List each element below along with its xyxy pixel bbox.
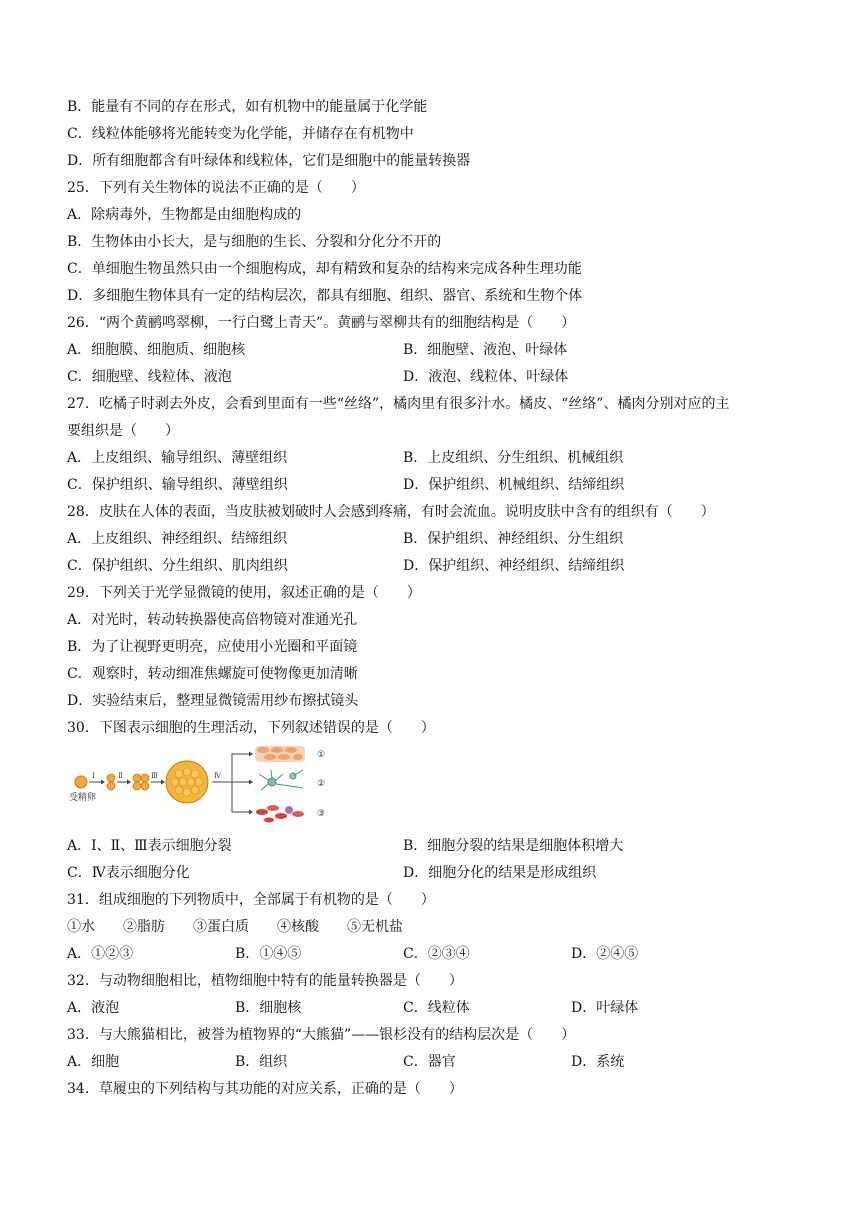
cell-development-figure — [67, 742, 342, 830]
q25-option-c: C．单细胞生物虽然只由一个细胞构成，却有精致和复杂的结构来完成各种生理功能 — [67, 261, 582, 277]
arrow-head-2 — [127, 780, 131, 785]
q26-option-c: C．细胞壁、线粒体、液泡 — [67, 369, 232, 385]
option-b: B．能量有不同的存在形式，如有机物中的能量属于化学能 — [67, 99, 428, 115]
q29-option-b: B．为了让视野更明亮，应使用小光圈和平面镜 — [67, 639, 358, 655]
tissue-3-number: ③ — [317, 809, 326, 819]
question-33-stem: 33．与大熊猫相比，被誉为植物界的“大熊猫”——银杉没有的结构层次是（ ） — [67, 1027, 576, 1043]
q32-option-d: D．叶绿体 — [571, 1000, 639, 1016]
q29-option-c: C．观察时，转动细准焦螺旋可使物像更加清晰 — [67, 666, 358, 682]
question-28-stem: 28．皮肤在人体的表面，当皮肤被划破时人会感到疼痛，有时会流血。说明皮肤中含有的组织有（ ） — [67, 504, 715, 520]
stage-3-label: Ⅲ — [151, 772, 158, 780]
q27-option-d: D．保护组织、机械组织、结缔组织 — [403, 477, 625, 493]
q31-items: ①水 ②脂肪 ③蛋白质 ④核酸 ⑤无机盐 — [67, 919, 403, 935]
q29-option-d: D．实验结束后，整理显微镜需用纱布擦拭镜头 — [67, 693, 359, 709]
q25-option-d: D．多细胞生物体具有一定的结构层次，都具有细胞、组织、器官、系统和生物个体 — [67, 288, 583, 304]
q32-option-c: C．线粒体 — [403, 1000, 470, 1016]
q28-option-c: C．保护组织、分生组织、肌肉组织 — [67, 558, 288, 574]
q30-option-a: A．Ⅰ、Ⅱ、Ⅲ表示细胞分裂 — [67, 838, 232, 854]
option-d: D．所有细胞都含有叶绿体和线粒体，它们是细胞中的能量转换器 — [67, 153, 471, 169]
question-25-stem: 25．下列有关生物体的说法不正确的是（ ） — [67, 180, 365, 196]
arrow-head-3 — [161, 780, 165, 785]
arrow-head-1 — [101, 780, 105, 785]
tissue-2-number: ② — [317, 779, 326, 789]
arrow-head-branch-1 — [249, 752, 253, 757]
q31-option-d: D．②④⑤ — [571, 946, 639, 962]
cell-mass — [166, 761, 208, 803]
tissue-2-image — [259, 770, 303, 790]
q33-option-d: D．系统 — [571, 1054, 625, 1070]
question-26-stem: 26．“两个黄鹂鸣翠柳，一行白鹭上青天”。黄鹂与翠柳共有的细胞结构是（ ） — [67, 315, 576, 331]
q25-option-a: A．除病毒外，生物都是由细胞构成的 — [67, 207, 302, 223]
q30-option-b: B．细胞分裂的结果是细胞体积增大 — [403, 838, 624, 854]
tissue-1-image — [255, 746, 305, 762]
two-cell-stage — [107, 774, 115, 790]
q33-option-a: A．细胞 — [67, 1054, 120, 1070]
question-34-stem: 34．草履虫的下列结构与其功能的对应关系，正确的是（ ） — [67, 1081, 463, 1097]
question-27-stem-line2: 要组织是（ ） — [67, 423, 179, 439]
question-32-stem: 32．与动物细胞相比，植物细胞中特有的能量转换器是（ ） — [67, 973, 463, 989]
question-29-stem: 29．下列关于光学显微镜的使用，叙述正确的是（ ） — [67, 585, 421, 601]
fertilized-egg-cell — [75, 776, 87, 788]
q27-option-a: A．上皮组织、输导组织、薄壁组织 — [67, 450, 288, 466]
q27-option-c: C．保护组织、输导组织、薄壁组织 — [67, 477, 288, 493]
q28-option-b: B．保护组织、神经组织、分生组织 — [403, 531, 624, 547]
tissue-1-number: ① — [317, 750, 326, 760]
q31-option-a: A．①②③ — [67, 946, 134, 962]
q30-option-d: D．细胞分化的结果是形成组织 — [403, 865, 597, 881]
q31-option-c: C．②③④ — [403, 946, 470, 962]
q31-option-b: B．①④⑤ — [235, 946, 302, 962]
q27-option-b: B．上皮组织、分生组织、机械组织 — [403, 450, 624, 466]
fertilized-egg-label: 受精卵 — [69, 792, 97, 802]
q29-option-a: A．对光时，转动转换器使高倍物镜对准通光孔 — [67, 612, 358, 628]
arrow-head-branch-3 — [249, 810, 253, 815]
question-27-stem-line1: 27．吃橘子时剥去外皮，会看到里面有一些“丝络”，橘肉里有很多汁水。橘皮、“丝络”、橘肉分别对应的主 — [67, 396, 730, 412]
stage-1-label: Ⅰ — [92, 772, 95, 780]
q26-option-d: D．液泡、线粒体、叶绿体 — [403, 369, 569, 385]
q25-option-b: B．生物体由小长大，是与细胞的生长、分裂和分化分不开的 — [67, 234, 442, 250]
question-30-stem: 30．下图表示细胞的生理活动，下列叙述错误的是（ ） — [67, 720, 435, 736]
q28-option-d: D．保护组织、神经组织、结缔组织 — [403, 558, 625, 574]
q26-option-a: A．细胞膜、细胞质、细胞核 — [67, 342, 246, 358]
tissue-3-image — [256, 805, 304, 823]
stage-4-label: Ⅳ — [214, 772, 221, 780]
arrow-head-branch-2 — [249, 780, 253, 785]
option-c: C．线粒体能够将光能转变为化学能，并储存在有机物中 — [67, 126, 414, 142]
q30-option-c: C．Ⅳ表示细胞分化 — [67, 865, 190, 881]
q26-option-b: B．细胞壁、液泡、叶绿体 — [403, 342, 568, 358]
question-31-stem: 31．组成细胞的下列物质中，全部属于有机物的是（ ） — [67, 892, 435, 908]
stage-2-label: Ⅱ — [118, 772, 123, 780]
differentiation-arrows — [227, 754, 249, 812]
q32-option-a: A．液泡 — [67, 1000, 120, 1016]
q32-option-b: B．细胞核 — [235, 1000, 302, 1016]
four-cell-stage — [133, 774, 149, 790]
q28-option-a: A．上皮组织、神经组织、结缔组织 — [67, 531, 288, 547]
q33-option-b: B．组织 — [235, 1054, 288, 1070]
q33-option-c: C．器官 — [403, 1054, 456, 1070]
